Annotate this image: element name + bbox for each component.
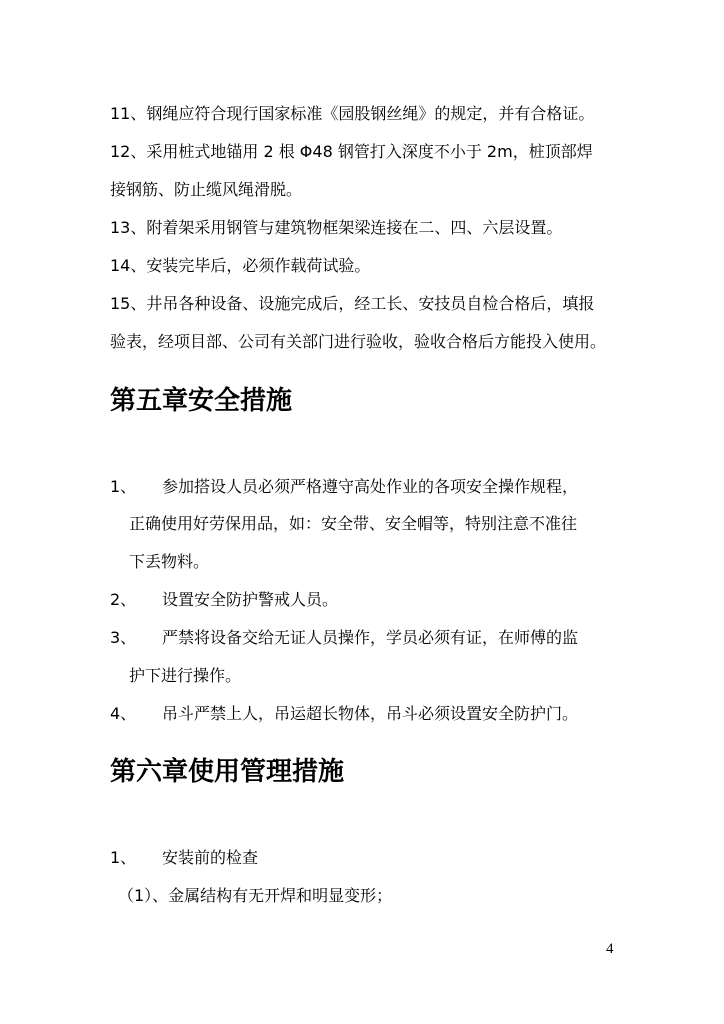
paragraph-line: 接钢筋、防止缆风绳滑脱。 <box>110 180 303 199</box>
list-item-text: 吊斗严禁上人，吊运超长物体，吊斗必须设置安全防护门。 <box>162 704 579 723</box>
list-item-text: 设置安全防护警戒人员。 <box>162 590 339 609</box>
list-item-text: 护下进行操作。 <box>129 666 242 685</box>
paragraph-line: 14、安装完毕后，必须作载荷试验。 <box>110 256 371 275</box>
paragraph-line: 15、井吊各种设备、设施完成后，经工长、安技员自检合格后，填报 <box>110 294 595 313</box>
sub-list-item: （1）、金属结构有无开焊和明显变形； <box>118 886 393 905</box>
list-item-number: 1、 <box>110 848 137 867</box>
list-item-text: 正确使用好劳保用品，如：安全带、安全帽等，特别注意不准往 <box>129 514 578 533</box>
list-item-text: 安装前的检查 <box>162 848 259 867</box>
list-item-number: 3、 <box>110 628 137 647</box>
page-number: 4 <box>606 941 614 957</box>
paragraph-line: 验表，经项目部、公司有关部门进行验收，验收合格后方能投入使用。 <box>110 332 607 351</box>
chapter-heading: 第五章安全措施 <box>110 386 293 416</box>
paragraph-line: 12、采用桩式地锚用 2 根 Φ48 钢管打入深度不小于 2m，桩顶部焊 <box>110 142 593 161</box>
chapter-heading: 第六章使用管理措施 <box>110 757 345 787</box>
list-item-number: 1、 <box>110 477 137 496</box>
paragraph-line: 11、钢绳应符合现行国家标准《园股钢丝绳》的规定，并有合格证。 <box>110 104 595 123</box>
paragraph-line: 13、附着架采用钢管与建筑物框架梁连接在二、四、六层设置。 <box>110 218 563 237</box>
list-item-text: 下丢物料。 <box>129 552 210 571</box>
list-item-text: 参加搭设人员必须严格遵守高处作业的各项安全操作规程， <box>162 477 579 496</box>
list-item-text: 严禁将设备交给无证人员操作，学员必须有证，在师傅的监 <box>162 628 579 647</box>
list-item-number: 2、 <box>110 590 137 609</box>
list-item-number: 4、 <box>110 704 137 723</box>
